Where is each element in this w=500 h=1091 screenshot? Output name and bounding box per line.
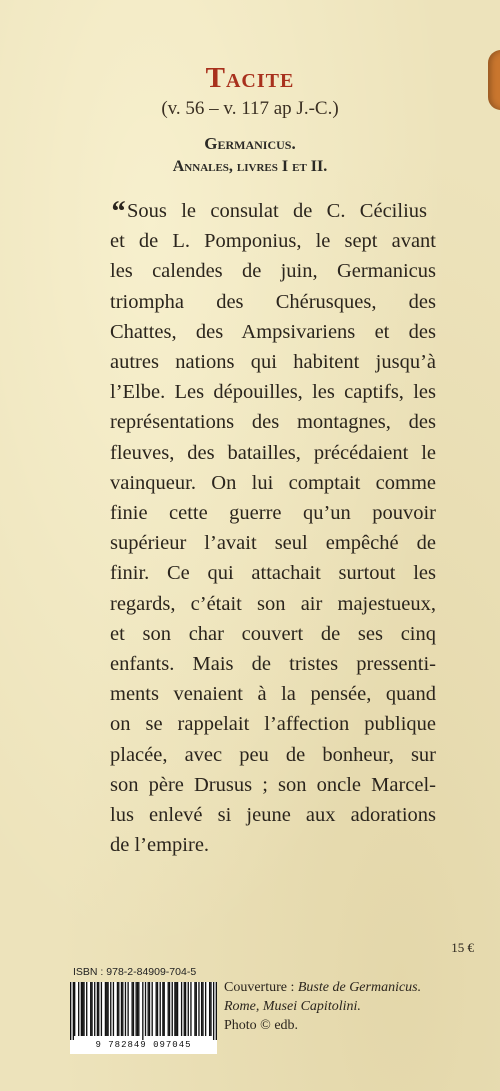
barcode-bar	[131, 982, 132, 1036]
barcode-bar	[152, 982, 153, 1036]
quote-line: et de L. Pomponius, le sept avant	[110, 230, 436, 253]
cover-credit	[224, 978, 484, 1035]
barcode-bar	[74, 982, 75, 1036]
quote-mark: “	[110, 195, 125, 228]
credit-prefix: Couverture :	[224, 980, 298, 995]
barcode-bar	[97, 982, 98, 1036]
barcode-bar	[213, 982, 214, 1040]
barcode-bar	[137, 982, 138, 1036]
barcode-bar	[98, 982, 99, 1036]
barcode-bar	[105, 982, 106, 1036]
barcode-bar	[185, 982, 186, 1036]
quote-line: enfants. Mais de tristes pressenti-	[110, 653, 436, 676]
quote-text	[110, 196, 436, 860]
quote-line: lus enlevé si jeune aux adorations	[110, 804, 436, 827]
barcode-bar	[83, 982, 84, 1036]
barcode-bar	[90, 982, 91, 1036]
barcode-bar	[210, 982, 211, 1036]
barcode-bar	[205, 982, 206, 1036]
barcode-bar	[110, 982, 111, 1036]
barcode-bar	[176, 982, 177, 1036]
barcode-bar	[148, 982, 149, 1036]
barcode-bar	[127, 982, 128, 1036]
barcode-bar	[82, 982, 83, 1036]
barcode-bar	[172, 982, 173, 1036]
author-name: Tacite	[205, 62, 295, 94]
quote-line: placée, avec peu de bonheur, sur	[110, 743, 436, 766]
credit-line2: Rome, Musei Capitolini.	[224, 999, 361, 1014]
quote-line: finir. Ce qui attachait surtout les	[110, 562, 436, 585]
barcode-bars	[70, 982, 217, 1040]
barcode-bar	[145, 982, 146, 1036]
quote-line: de l’empire.	[110, 834, 210, 857]
quote-line: finie cette guerre qu’un pouvoir	[110, 502, 436, 525]
work-title: Germanicus.	[204, 134, 296, 153]
barcode-bar	[177, 982, 178, 1036]
barcode-bar	[70, 982, 71, 1040]
quote-line: vainqueur. On lui comptait comme	[110, 471, 436, 494]
quote-line: supérieur l’avait seul empêché de	[110, 532, 436, 555]
barcode-bar	[160, 982, 161, 1036]
barcode-bar	[174, 982, 175, 1036]
barcode-bar	[138, 982, 139, 1036]
barcode-bar	[117, 982, 118, 1036]
barcode-bar	[91, 982, 92, 1036]
barcode-bar	[181, 982, 182, 1036]
barcode-bar	[73, 982, 74, 1040]
barcode-bar	[202, 982, 203, 1036]
quote-line: représentations des montagnes, des	[110, 411, 436, 434]
quote-line: Chattes, des Ampsivariens et des	[110, 320, 436, 343]
credit-line3: Photo © edb.	[224, 1018, 299, 1033]
barcode-bar	[216, 982, 217, 1040]
barcode-bar	[196, 982, 197, 1036]
barcode-bar	[107, 982, 108, 1036]
barcode-bar	[78, 982, 79, 1036]
barcode-bar	[157, 982, 158, 1036]
barcode-bar	[113, 982, 114, 1036]
barcode-bar	[198, 982, 199, 1036]
barcode-bar	[164, 982, 165, 1036]
barcode-bar	[194, 982, 195, 1036]
barcode-bar	[169, 982, 170, 1036]
barcode-bar	[125, 982, 126, 1036]
isbn-label: ISBN : 978-2-84909-704-5	[73, 966, 197, 978]
quote-line: l’Elbe. Les dépouilles, les captifs, les	[110, 381, 436, 404]
credit-line1: Buste de Germanicus.	[297, 980, 422, 995]
quote-line: les calendes de juin, Germanicus	[110, 260, 436, 283]
barcode-bar	[94, 982, 95, 1036]
barcode-bar	[101, 982, 102, 1036]
barcode-bar	[209, 982, 210, 1036]
quote-line: on se rappelait l’affection publique	[110, 713, 436, 736]
barcode-digits: 9 782849 097045	[95, 1040, 192, 1050]
price: 15 €	[451, 940, 474, 955]
barcode-bar	[122, 982, 123, 1036]
barcode-bar	[118, 982, 119, 1036]
barcode-bar	[190, 982, 191, 1036]
barcode-bar	[86, 982, 87, 1036]
barcode-bar	[156, 982, 157, 1036]
quote-line: fleuves, des batailles, précédaient le	[110, 441, 436, 464]
quote-line: son père Drusus ; son oncle Marcel-	[110, 773, 436, 796]
barcode-bar	[121, 982, 122, 1036]
barcode-bar	[142, 982, 143, 1040]
barcode-bar	[81, 982, 82, 1036]
barcode-bar	[135, 982, 136, 1036]
barcode-bar	[162, 982, 163, 1036]
barcode-bar	[149, 982, 150, 1036]
barcode-bar	[168, 982, 169, 1036]
barcode-bar	[188, 982, 189, 1036]
work-subtitle: Annales, livres I et II.	[172, 158, 328, 175]
barcode-bar	[184, 982, 185, 1036]
author-dates: (v. 56 – v. 117 ap J.-C.)	[161, 98, 339, 119]
quote-line: et son char couvert de ses cinq	[110, 622, 436, 645]
barcode-bar	[201, 982, 202, 1036]
quote-line: Sous le consulat de C. Cécilius	[127, 200, 427, 222]
barcode-bar	[133, 982, 134, 1036]
quote-line: regards, c’était son air majestueux,	[110, 592, 436, 615]
quote-line: triompha des Chérusques, des	[110, 290, 436, 313]
barcode-bar	[106, 982, 107, 1036]
quote-line: ments venaient à la pensée, quand	[110, 683, 436, 706]
quote-line: autres nations qui habitent jusqu’à	[110, 351, 436, 374]
